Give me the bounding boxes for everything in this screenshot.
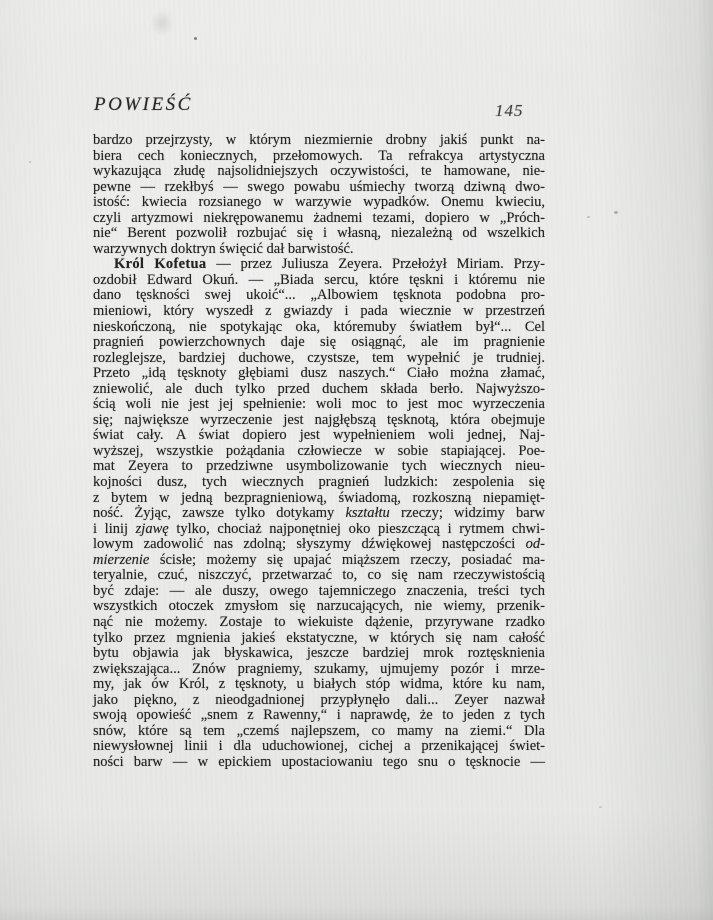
- text-line: snów, które są tem „czemś najlepszem, co mamy na ziemi.“ Dla: [93, 722, 545, 739]
- text-line: z bytem w jedną bezpragnieniową, świadomą, rozkoszną niepamięt-: [93, 489, 545, 506]
- text-line: wykazująca złudę najsolidniejszych oczywistości, te hamowane, nie-: [93, 163, 545, 180]
- page-edge-shadow-bottom: [0, 906, 713, 920]
- text-line: ozdobił Edward Okuń. — „Biada sercu, które tęskni i któremu nie: [93, 271, 545, 288]
- text-line: nieskończoną, nie spotykając oka, któremuby światłem był“... Cel: [93, 318, 545, 335]
- text-line: zwiększająca... Znów pragniemy, szukamy, ujmujemy pozór i mrze-: [93, 660, 545, 677]
- text-line: niewysłownej linii i dla uduchowionej, cichej a przenikającej świet-: [93, 738, 545, 755]
- text-line: [93, 522, 545, 538]
- text-line: [93, 537, 545, 553]
- text-line: kojności dusz, tych wiecznych pragnień ludzkich: zespolenia się: [93, 474, 545, 491]
- text-line: dano tęskności swej ukoić“... „Albowiem tęsknota podobna pro-: [93, 287, 545, 304]
- text-line: świat cały. A świat dopiero jest wypełnieniem woli jednej, Naj-: [93, 427, 545, 444]
- text-segment-italic: zjawę: [135, 520, 169, 537]
- running-header-title: POWIEŚĆ: [94, 94, 193, 115]
- text-segment-bold: Król Kofetua: [114, 256, 207, 273]
- scan-speck: [194, 37, 197, 40]
- text-line: warzywnych doktryn święcić dał barwistość.: [93, 240, 354, 257]
- text-line: [93, 553, 545, 569]
- paragraph-krol-kofetua: [93, 257, 545, 770]
- scan-speck: [587, 216, 590, 218]
- text-segment-normal: tylko, chociaż najponętniej oko pieszczącą i rytmem chwi-: [168, 520, 545, 537]
- text-line: swoją opowieść „snem z Rawenny,“ i naprawdę, że to jeden z tych: [93, 707, 545, 724]
- text-segment-italic: kształtu: [345, 505, 390, 522]
- text-line: teryalnie, czuć, niszczyć, przetwarzać to, co się nam rzeczywistością: [93, 567, 545, 584]
- page-text: [93, 133, 545, 770]
- text-line: wszystkich otoczek zmysłom się narzucających, nie wiemy, przenik-: [93, 598, 545, 615]
- scan-speck: [599, 806, 602, 808]
- text-line: bardzo przejrzysty, w którym niezmiernie drobny jakiś punkt na-: [93, 132, 545, 148]
- text-line: zniewolić, ale duch tylko przed duchem składa berło. Najwyższo-: [93, 380, 545, 397]
- text-line: nąć nie możemy. Zostaje to wiekuiste dążenie, przyrywane rzadko: [93, 613, 545, 630]
- paragraph-continuation: [93, 133, 545, 257]
- text-segment-normal: i linij: [93, 520, 136, 537]
- text-line: wyższej, wszystkie pożądania człowiecze w sobie stapiającej. Poe-: [93, 442, 545, 459]
- text-segment-italic: mierzenie: [93, 551, 150, 568]
- text-segment-normal: ność. Żyjąc, zawsze tylko dotykamy: [93, 505, 346, 522]
- text-segment-normal: rzeczy; widzimy barw: [389, 505, 545, 522]
- text-line: bytu objawia jak błyskawica, jeszcze bardziej mrok roztęsknienia: [93, 645, 545, 662]
- text-line: mieniowi, który wyszedł z gwiazdy i pada wiecznie w przestrzeń: [93, 303, 545, 320]
- text-line: tylko przez mgnienia jakieś ekstatyczne, w których się nam całość: [93, 629, 545, 646]
- text-line: rozleglejsze, bardziej duchowe, czystsze, tem wypełnić je trudniej.: [93, 349, 545, 366]
- text-segment-italic: od-: [525, 536, 545, 553]
- text-line: [93, 506, 545, 522]
- page-edge-shadow-right: [697, 0, 713, 920]
- text-line: my, jak ów Król, z tęsknoty, u białych stóp widma, które ku nam,: [93, 676, 545, 693]
- text-line: mat Zeyera to przedziwne usymbolizowanie tych wiecznych nieu-: [93, 458, 545, 475]
- text-line: się; największe wyrzeczenie jest najgłębszą tęsknotą, która obejmuje: [93, 411, 545, 428]
- text-line: pragnień powierzchownych daje się osiągnąć, ale im pragnienie: [93, 334, 545, 351]
- text-line: ności barw — w epickiem upostaciowaniu tego snu o tęsknocie —: [93, 753, 545, 770]
- text-segment-normal: ścisłe; możemy się upajać miąższem rzeczy, posiadać ma-: [149, 551, 545, 568]
- text-segment-normal: — przez Juliusza Zeyera. Przełożył Miriam. Przy-: [206, 256, 545, 273]
- text-line: czyli artyzmowi niekrępowanemu żadnemi tezami, dopiero w „Próch-: [93, 209, 545, 226]
- text-line: biera cech koniecznych, przełomowych. Ta refrakcya artystyczna: [93, 147, 545, 164]
- scan-smudge: [150, 10, 174, 36]
- text-line: być zdaje: — ale duszy, owego tajemniczego znaczenia, treści tych: [93, 582, 545, 599]
- scan-speck: [614, 211, 618, 214]
- text-line: istość: kwiecia rozsianego w warzywie wypadków. Onemu kwieciu,: [93, 194, 545, 211]
- scan-speck: [29, 161, 31, 163]
- text-line: [93, 257, 545, 273]
- page-number: 145: [495, 101, 524, 120]
- text-line: ścią woli nie jest jej spełnienie: woli moc to jest moc wyrzeczenia: [93, 396, 545, 413]
- text-line: pewne — rzekłbyś — swego powabu uśmiechy tworzą dziwną dwo-: [93, 178, 545, 195]
- text-line: nie“ Berent pozwolił rozbujać się i własną, niezależną od wszelkich: [93, 225, 545, 242]
- text-line: Przeto „idą tęsknoty głębiami dusz naszych.“ Ciało można złamać,: [93, 365, 545, 382]
- text-segment-normal: lowym zadowolić nas zdolną; słyszymy dźwiękowej następczości: [93, 536, 526, 553]
- text-line: jako piękno, z nieodgadnionej przypłynęło dali... Zeyer nazwał: [93, 691, 545, 708]
